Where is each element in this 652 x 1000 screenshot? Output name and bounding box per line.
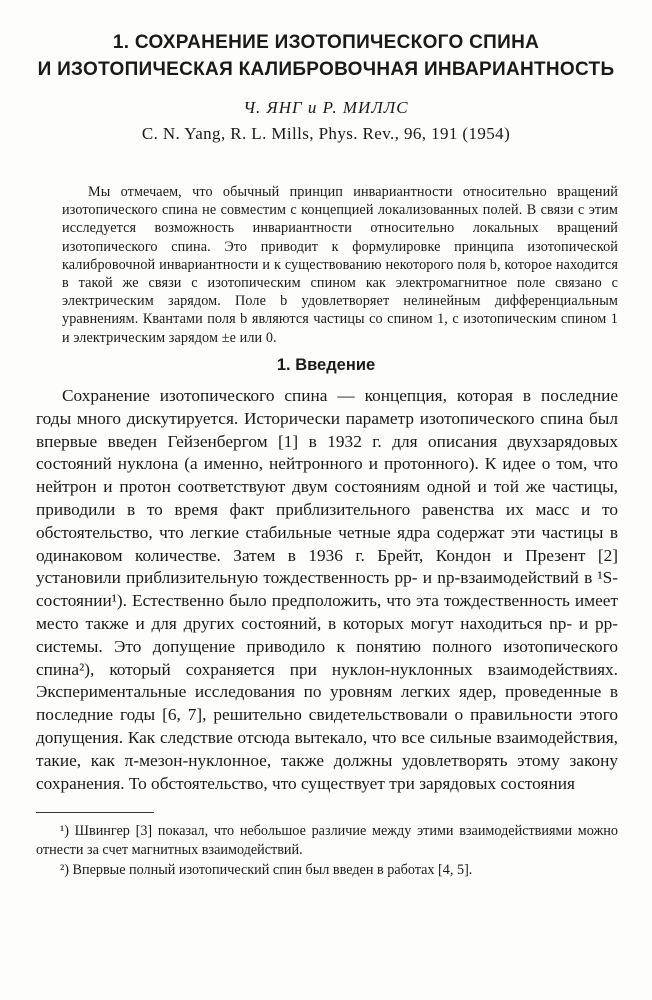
section-title: 1. Введение: [276, 356, 376, 374]
body-paragraph: Сохранение изотопического спина — концепция, которая в последние годы много дискутируется. Исторически параметр изотопического спина был впервые введен Гейзенбергом [1] в 1932 г. для описания двухзарядовых состояний нуклона (а именно, нейтронного и протонного). К идее о том, что нейтрон и протон соответствуют двум состояниям одной и той же частицы, приводили в то время факт приблизительного равенства их масс и то обстоятельство, что легкие стабильные четные ядра содержат эти частицы в одинаковом количестве. Затем в 1936 г. Брейт, Кондон и Презент [2] установили приблизительную тождественность pp- и np-взаимодействий в ¹S-состоянии¹). Естественно было предположить, что эта тождественность имеет место также и для других состояний, в которых могут находиться np- и pp-системы. Это допущение приводило к понятию полного изотопического спина²), который сохраняется при нуклон-нуклонных взаимодействиях. Экспериментальные исследования по уровням легких ядер, проведенные в последние годы [6, 7], решительно свидетельствовали о правильности этого допущения. Как следствие отсюда вытекало, что все сильные взаимодействия, такие, как π-мезон-нуклонное, также должны удовлетворять этому закону сохранения. То обстоятельство, что существует три зарядовых состояния: [36, 386, 618, 793]
footnote-divider: [36, 812, 154, 813]
footnote-2: ²) Впервые полный изотопический спин был введен в работах [4, 5].: [60, 862, 473, 878]
footnotes: [36, 822, 618, 882]
authors-russian: Ч. ЯНГ и Р. МИЛЛС: [243, 98, 409, 117]
citation: C. N. Yang, R. L. Mills, Phys. Rev., 96, 191 (1954): [141, 124, 511, 143]
abstract: Мы отмечаем, что обычный принцип инвариантности относительно вращений изотопического спина не совместим с концепцией локализованных полей. В связи с этим исследуется возможность инвариантности относительно локальных вращений изотопического спина. Это приводит к формулировке принципа изотопической калибровочной инвариантности и к существованию некоторого поля b, которое находится в такой же связи с изотопическим спином как электромагнитное поле связано с электрическим зарядом. Поле b удовлетворяет нелинейным дифференциальным уравнениям. Квантами поля b являются частицы со спином 1, с изотопическим спином 1 и электрическим зарядом ±e или 0.: [62, 184, 618, 346]
footnote-1: ¹) Швингер [3] показал, что небольшое различие между этими взаимодействиями можно отнести за счет магнитных взаимодействий.: [36, 823, 618, 858]
body-text: [36, 385, 618, 795]
title-line-1: 1. СОХРАНЕНИЕ ИЗОТОПИЧЕСКОГО СПИНА: [112, 32, 540, 53]
title-line-2: И ИЗОТОПИЧЕСКАЯ КАЛИБРОВОЧНАЯ ИНВАРИАНТНОСТЬ: [37, 59, 615, 80]
